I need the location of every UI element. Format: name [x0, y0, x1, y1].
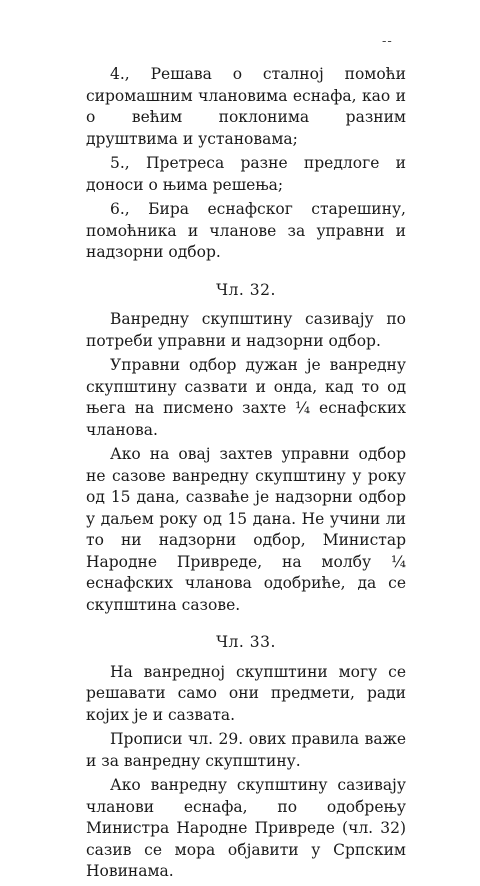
section-heading-32: Чл. 32.	[216, 280, 276, 299]
paragraph-33-3: Ако ванредну скупштину сазивају чланови еснафа, по одобрењу Министра Народне Привреде (чл. 32) сазив се мора објавити у Српским Новинама.	[86, 776, 406, 880]
paragraph-32-2: Управни одбор дужан је ванредну скупштину сазвати и онда, кад то од њега на писмено захте ¼ еснафских чланова.	[86, 356, 406, 439]
paragraph-32-3: Ако на овај захтев управни одбор не сазове ванредну скупштину у року од 15 дана, сазваће је надзорни одбор у даљем року од 15 дана. Не учини ли то ни надзорни одбор, Министар Народне Привреде, на молбу ¼ еснафских чланова одобриће, да се скупштина сазове.	[86, 445, 406, 614]
paragraph-33-2: Прописи чл. 29. ових правила важе и за ванредну скупштину.	[86, 730, 406, 770]
list-item-5: 5., Претреса разне предлоге и доноси о њима решења;	[86, 154, 406, 194]
list-item-4: 4., Решава о сталној помоћи сиромашним члановима еснафа, као и о већим поклонима разним друштвима и установама;	[86, 65, 406, 148]
section-heading-33: Чл. 33.	[216, 633, 276, 651]
page-body	[86, 64, 406, 886]
paragraph-33-1: На ванредној скупштини могу се решавати само они предмети, ради којих је и сазвата.	[86, 662, 406, 724]
paragraph-32-1: Ванредну скупштину сазивају по потреби управни и надзорни одбор.	[86, 310, 406, 350]
page-number-mark: --	[382, 34, 393, 49]
list-item-6: 6., Бира еснафског старешину, помоћника и чланове за управни и надзорни одбор.	[86, 200, 406, 261]
